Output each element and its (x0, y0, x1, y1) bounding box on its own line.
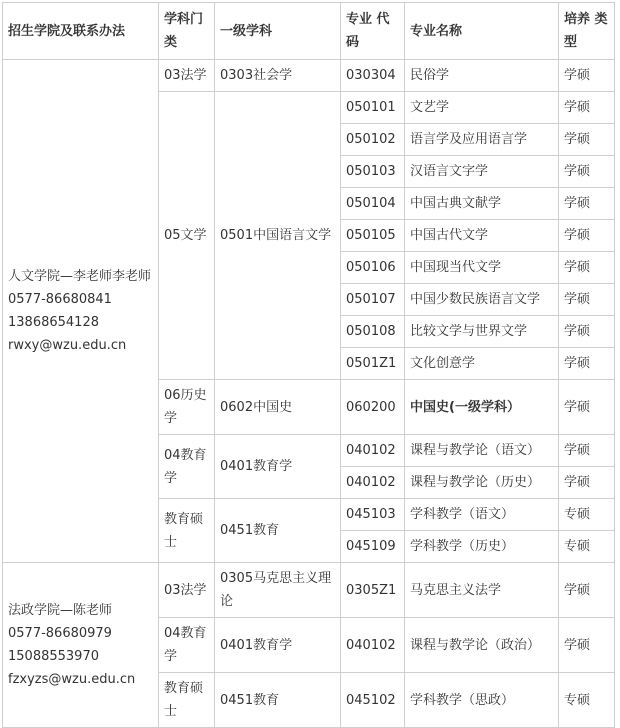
college-email: rwxy@wzu.edu.cn (8, 338, 127, 353)
type-cell: 学硕 (559, 220, 615, 252)
code-cell: 0305Z1 (341, 563, 405, 618)
type-cell: 学硕 (559, 252, 615, 284)
code-cell: 050102 (341, 124, 405, 156)
major-cell: 中国现当代文学 (405, 252, 559, 284)
category-cell: 教育硕士 (159, 499, 215, 563)
code-cell: 040102 (341, 467, 405, 499)
major-cell: 语言学及应用语言学 (405, 124, 559, 156)
discipline-cell: 0501中国语言文学 (215, 92, 341, 380)
code-cell: 050104 (341, 188, 405, 220)
category-cell: 教育硕士 (159, 673, 215, 728)
college-contact-cell (3, 563, 159, 728)
major-cell: 汉语言文字学 (405, 156, 559, 188)
college-phone: 0577-86680979 (8, 626, 112, 641)
header-discipline: 一级学科 (215, 3, 341, 60)
college-contact-cell (3, 60, 159, 563)
type-cell: 学硕 (559, 467, 615, 499)
type-cell: 学硕 (559, 563, 615, 618)
header-college: 招生学院及联系办法 (3, 3, 159, 60)
code-cell: 050103 (341, 156, 405, 188)
discipline-cell: 0602中国史 (215, 380, 341, 435)
type-cell: 专硕 (559, 499, 615, 531)
college-mobile: 15088553970 (8, 649, 99, 664)
header-category: 学科门类 (159, 3, 215, 60)
major-cell: 中国古典文献学 (405, 188, 559, 220)
code-cell: 045103 (341, 499, 405, 531)
header-major: 专业名称 (405, 3, 559, 60)
type-cell: 学硕 (559, 60, 615, 92)
major-cell: 文化创意学 (405, 348, 559, 380)
code-cell: 045102 (341, 673, 405, 728)
code-cell: 050106 (341, 252, 405, 284)
major-cell: 课程与教学论（政治） (405, 618, 559, 673)
major-cell: 马克思主义法学 (405, 563, 559, 618)
major-cell: 学科教学（语文） (405, 499, 559, 531)
discipline-cell: 0401教育学 (215, 618, 341, 673)
code-cell: 045109 (341, 531, 405, 563)
code-cell: 050107 (341, 284, 405, 316)
major-cell: 学科教学（历史） (405, 531, 559, 563)
code-cell: 050105 (341, 220, 405, 252)
major-cell: 中国少数民族语言文学 (405, 284, 559, 316)
code-cell: 0501Z1 (341, 348, 405, 380)
type-cell: 学硕 (559, 435, 615, 467)
admissions-table (2, 2, 615, 728)
code-cell: 050101 (341, 92, 405, 124)
type-cell: 专硕 (559, 673, 615, 728)
header-row (3, 3, 615, 60)
category-cell: 04教育学 (159, 435, 215, 499)
category-cell: 03法学 (159, 60, 215, 92)
major-cell: 比较文学与世界文学 (405, 316, 559, 348)
discipline-cell: 0305马克思主义理论 (215, 563, 341, 618)
college-phone: 0577-86680841 (8, 292, 112, 307)
type-cell: 学硕 (559, 188, 615, 220)
table-row (3, 60, 615, 92)
college-name: 法政学院—陈老师 (8, 603, 113, 618)
discipline-cell: 0451教育 (215, 673, 341, 728)
header-code: 专业 代码 (341, 3, 405, 60)
category-cell: 04教育学 (159, 618, 215, 673)
type-cell: 学硕 (559, 156, 615, 188)
type-cell: 学硕 (559, 618, 615, 673)
type-cell: 学硕 (559, 380, 615, 435)
discipline-cell: 0303社会学 (215, 60, 341, 92)
type-cell: 学硕 (559, 92, 615, 124)
type-cell: 学硕 (559, 124, 615, 156)
major-cell: 文艺学 (405, 92, 559, 124)
major-cell: 课程与教学论（语文） (405, 435, 559, 467)
code-cell: 040102 (341, 618, 405, 673)
major-cell: 课程与教学论（历史） (405, 467, 559, 499)
college-name: 人文学院—李老师李老师 (8, 269, 152, 284)
category-cell: 05文学 (159, 92, 215, 380)
major-cell: 中国古代文学 (405, 220, 559, 252)
discipline-cell: 0451教育 (215, 499, 341, 563)
type-cell: 学硕 (559, 284, 615, 316)
major-cell: 学科教学（思政） (405, 673, 559, 728)
major-cell: 民俗学 (405, 60, 559, 92)
code-cell: 050108 (341, 316, 405, 348)
code-cell: 040102 (341, 435, 405, 467)
type-cell: 学硕 (559, 316, 615, 348)
code-cell: 060200 (341, 380, 405, 435)
major-cell: 中国史(一级学科） (405, 380, 559, 435)
category-cell: 06历史学 (159, 380, 215, 435)
header-type: 培养 类型 (559, 3, 615, 60)
type-cell: 学硕 (559, 348, 615, 380)
college-mobile: 13868654128 (8, 315, 99, 330)
code-cell: 030304 (341, 60, 405, 92)
discipline-cell: 0401教育学 (215, 435, 341, 499)
table-row (3, 563, 615, 618)
college-email: fzxyzs@wzu.edu.cn (8, 672, 136, 687)
category-cell: 03法学 (159, 563, 215, 618)
type-cell: 专硕 (559, 531, 615, 563)
